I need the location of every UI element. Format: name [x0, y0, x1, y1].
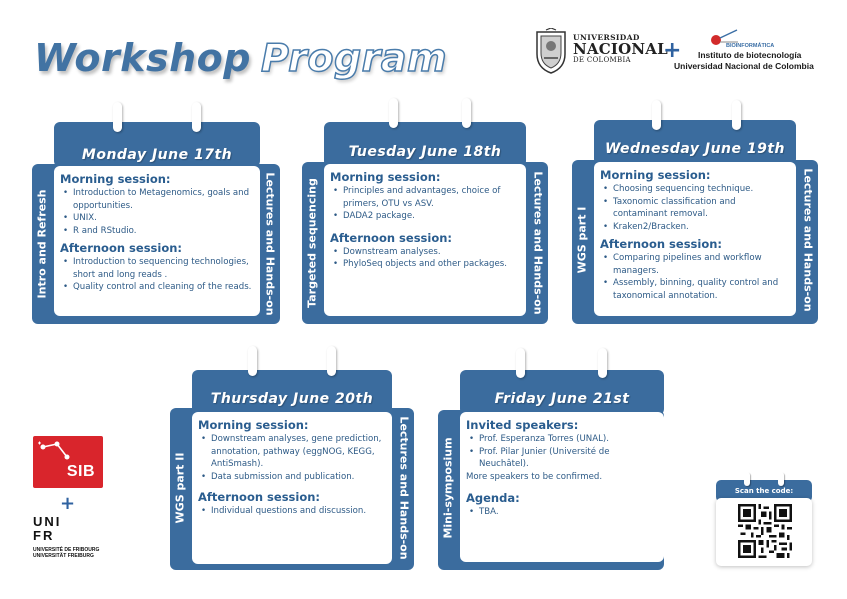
session-item: • DADA2 package. [330, 210, 520, 223]
qr-card [716, 472, 812, 566]
day-theme: WGS part II [173, 452, 187, 524]
session-title: Afternoon session: [330, 230, 453, 245]
session-item: • Downstream analyses. [330, 246, 520, 259]
day-format: Lectures and Hands-on [801, 168, 815, 312]
qr-code-box[interactable] [716, 498, 812, 566]
day-card-tuesday [302, 98, 548, 324]
un-line-universidad: UNIVERSIDAD [573, 33, 640, 42]
day-date: Wednesday June 19th [604, 141, 786, 157]
universidad-nacional-logo [534, 28, 668, 78]
instituto-biotecnologia-logo [674, 28, 820, 78]
session-item: • TBA. [466, 506, 658, 519]
day-card-thursday [170, 346, 414, 570]
session-title: Morning session: [330, 170, 441, 184]
day-card-wednesday [572, 100, 818, 324]
session-item: • Taxonomic classification and contaminant removal. [600, 196, 790, 221]
qr-label: Scan the code: [734, 487, 794, 495]
plus-icon: + [60, 493, 76, 514]
unifr-line-uni: UNI [33, 514, 62, 529]
day-format: Lectures and Hands-on [397, 416, 411, 560]
day-card-monday [32, 102, 280, 324]
day-theme: Mini-symposium [441, 437, 455, 539]
session-item: • Introduction to Metagenomics, goals and opportunities. [60, 187, 254, 212]
day-theme: Intro and Refresh [35, 189, 49, 299]
session-item: • Comparing pipelines and workflow managers. [600, 252, 790, 277]
day-format: Lectures and Hands-on [531, 171, 545, 315]
session-note: More speakers to be confirmed. [466, 471, 603, 482]
ib-universidad: Universidad Nacional de Colombia [674, 61, 814, 71]
session-item: • Assembly, binning, quality control and taxonomical annotation. [600, 277, 790, 302]
session-title: Invited speakers: [466, 418, 579, 432]
coat-of-arms-icon [534, 28, 568, 74]
session-item: • UNIX. [60, 212, 254, 225]
sib-network-icon [37, 439, 77, 465]
un-line-nacional: NACIONAL [573, 39, 668, 58]
day-date: Thursday June 20th [210, 391, 374, 407]
ib-instituto: Instituto de biotecnología [698, 50, 802, 60]
session-item: • Prof. Esperanza Torres (UNAL). [466, 433, 658, 446]
un-line-colombia: DE COLOMBIA [573, 55, 631, 64]
day-date: Monday June 17th [81, 147, 233, 163]
session-item: • Kraken2/Bracken. [600, 221, 790, 234]
session-item: • Downstream analyses, gene prediction, annotation, pathway (eggNOG, KEGG, AntiSmash). [198, 433, 386, 471]
session-item: • PhyloSeq objects and other packages. [330, 258, 520, 271]
day-date: Friday June 21st [494, 391, 630, 407]
session-item: • Data submission and publication. [198, 471, 386, 484]
session-item: • R and RStudio. [60, 225, 254, 238]
session-item: • Introduction to sequencing technologies, short and long reads . [60, 256, 254, 281]
day-theme: Targeted sequencing [305, 178, 319, 308]
session-title: Morning session: [600, 168, 711, 182]
sib-wordmark: SIB [66, 463, 95, 480]
qr-code-icon [738, 504, 792, 558]
session-item: • Choosing sequencing technique. [600, 183, 790, 196]
plus-icon: + [663, 38, 682, 63]
session-title: Agenda: [466, 491, 520, 505]
session-title: Morning session: [60, 172, 171, 186]
session-title: Morning session: [198, 418, 309, 432]
session-item: • Prof. Pilar Junier (Université de Neuchâtel). [466, 446, 658, 471]
unifr-line-freiburg: UNIVERSITÄT FREIBURG [33, 553, 94, 559]
title-word-workshop: Workshop [34, 36, 251, 80]
session-item: • Principles and advantages, choice of primers, OTU vs ASV. [330, 185, 520, 210]
session-title: Afternoon session: [60, 241, 183, 255]
session-item: • Quality control and cleaning of the reads. [60, 281, 254, 294]
session-item: • Individual questions and discussion. [198, 505, 386, 518]
sib-logo [33, 436, 103, 488]
session-title: Afternoon session: [198, 490, 321, 504]
unifr-line-fribourg: UNIVERSITÉ DE FRIBOURG [33, 547, 100, 553]
unifr-line-fr: FR [33, 528, 55, 543]
day-theme: WGS part I [575, 206, 589, 274]
page-title [34, 36, 447, 80]
title-word-program: Program [260, 36, 448, 80]
day-card-friday [438, 348, 664, 570]
session-title: Afternoon session: [600, 237, 723, 251]
unifr-logo [33, 516, 123, 576]
ib-bioinformatica: BIOINFORMÁTICA [726, 43, 775, 49]
day-date: Tuesday June 18th [348, 144, 502, 160]
day-format: Lectures and Hands-on [263, 172, 277, 316]
